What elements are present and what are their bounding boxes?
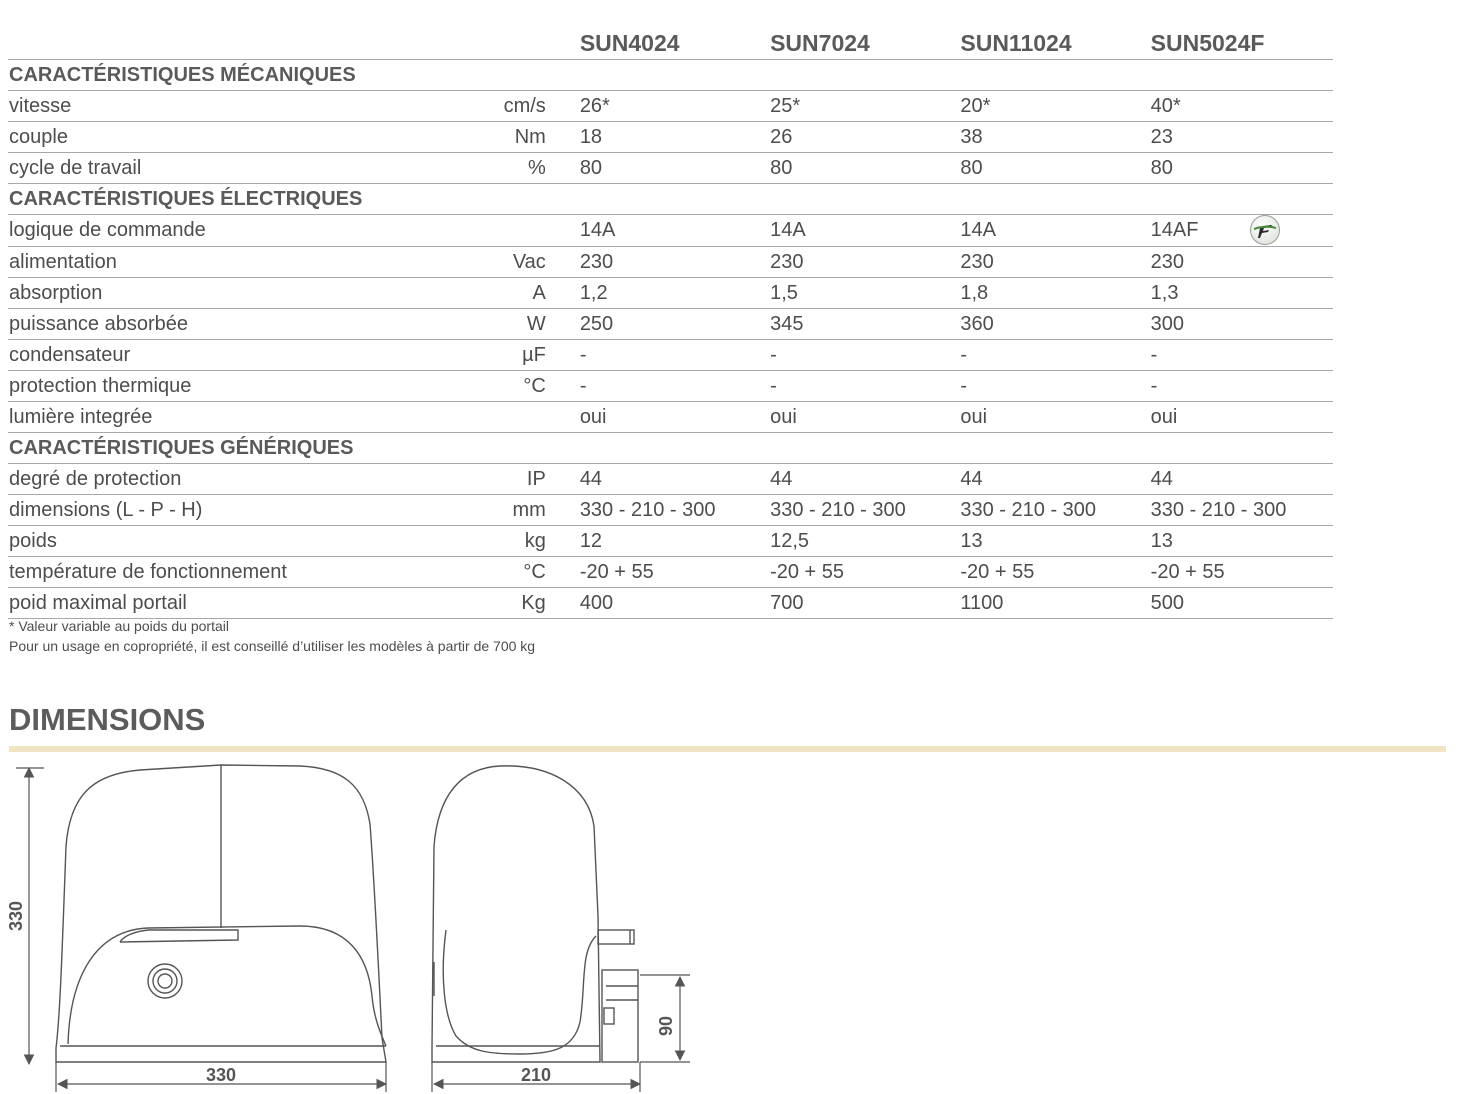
- cell-text: -: [770, 374, 777, 397]
- cell-text: 14A: [579, 219, 616, 242]
- cell-value: [762, 401, 952, 432]
- cell-text: 12,5: [770, 529, 810, 552]
- cell-value: [952, 525, 1142, 556]
- cell-value: [1143, 370, 1333, 401]
- cell-value: [572, 401, 762, 432]
- cell-value: [952, 277, 1142, 308]
- row-label: vitesse: [8, 91, 487, 122]
- cell-text: 80: [1150, 157, 1173, 179]
- cell-text: 13: [1150, 529, 1173, 552]
- cell-value: [572, 525, 762, 556]
- cell-value: [952, 556, 1142, 587]
- cell-value: [952, 246, 1142, 277]
- cell-value: [1143, 246, 1333, 277]
- row-unit: kg: [487, 525, 572, 556]
- row-unit: [487, 401, 572, 432]
- cell-text: 44: [1150, 467, 1173, 490]
- cell-text: 44: [960, 467, 983, 490]
- cell-text: 230: [579, 250, 614, 273]
- header-unit-blank: [487, 26, 572, 60]
- base-dimension-label: 90: [656, 1015, 676, 1037]
- cell-text: -20 + 55: [579, 560, 654, 583]
- cell-text: 500: [1150, 591, 1185, 614]
- cell-text: 80: [579, 157, 603, 179]
- row-label: poid maximal portail: [8, 587, 487, 618]
- cell-text: -: [960, 343, 968, 366]
- table-row: [8, 339, 1333, 370]
- row-unit: Nm: [487, 122, 572, 153]
- model-name: SUN11024: [952, 26, 1142, 60]
- side-view: [432, 766, 638, 1062]
- cell-text: 1,2: [579, 281, 608, 304]
- section-heading: CARACTÉRISTIQUES GÉNÉRIQUES: [8, 432, 1333, 463]
- table-row: [8, 587, 1333, 618]
- cell-text: 23: [1150, 126, 1173, 148]
- cell-value: [1143, 587, 1333, 618]
- cell-text: 44: [770, 467, 793, 490]
- cell-value: [762, 91, 952, 122]
- cell-value: [572, 215, 762, 247]
- cell-value: [572, 308, 762, 339]
- cell-text: -: [1150, 374, 1158, 397]
- cell-text: 18: [579, 126, 603, 148]
- row-label: logique de commande: [8, 215, 487, 247]
- table-row: [8, 122, 1333, 153]
- row-unit: IP: [487, 463, 572, 494]
- cell-value: [952, 339, 1142, 370]
- cell-value: [762, 122, 952, 153]
- depth-dimension-label: 210: [520, 1065, 552, 1085]
- table-row: [8, 91, 1333, 122]
- cell-value: [762, 463, 952, 494]
- section-heading: CARACTÉRISTIQUES ÉLECTRIQUES: [8, 184, 1333, 215]
- cell-value: [1143, 215, 1333, 247]
- cell-text: 44: [579, 467, 603, 490]
- cell-text: 230: [770, 250, 804, 273]
- cell-value: [762, 494, 952, 525]
- dimensions-rule: [9, 746, 1446, 752]
- cell-text: 250: [579, 312, 614, 335]
- cell-text: -: [770, 343, 777, 366]
- cell-value: [572, 556, 762, 587]
- cell-value: [572, 153, 762, 184]
- footnote-speed: * Valeur variable au poids du portail: [9, 618, 229, 634]
- table-row: [8, 153, 1333, 184]
- cell-text: 40*: [1150, 95, 1181, 117]
- table-row: [8, 401, 1333, 432]
- cell-value: [762, 308, 952, 339]
- cell-text: 26*: [579, 95, 610, 117]
- front-view: [56, 765, 386, 1062]
- cell-text: 330 - 210 - 300: [770, 498, 906, 521]
- cell-text: -: [960, 374, 968, 397]
- row-label: couple: [8, 122, 487, 153]
- cell-value: [1143, 122, 1333, 153]
- header-blank: [8, 26, 487, 60]
- table-row: [8, 308, 1333, 339]
- row-label: lumière integrée: [8, 401, 487, 432]
- row-unit: Vac: [487, 246, 572, 277]
- cell-text: -: [579, 343, 587, 366]
- cell-value: [1143, 308, 1333, 339]
- cell-value: [762, 587, 952, 618]
- dimension-lines: [16, 768, 690, 1092]
- cell-text: 1,3: [1150, 281, 1179, 304]
- table-row: [8, 494, 1333, 525]
- cell-text: oui: [960, 405, 988, 428]
- cell-value: [952, 587, 1142, 618]
- cell-value: [762, 153, 952, 184]
- cell-text: -20 + 55: [770, 560, 845, 583]
- cell-value: [762, 277, 952, 308]
- cell-value: [572, 494, 762, 525]
- cell-value: [952, 370, 1142, 401]
- row-label: dimensions (L - P - H): [8, 494, 487, 525]
- table-row: [8, 463, 1333, 494]
- cell-value: [572, 122, 762, 153]
- cell-text: 1,8: [960, 281, 989, 304]
- cell-text: 330 - 210 - 300: [579, 498, 716, 521]
- row-label: puissance absorbée: [8, 308, 487, 339]
- cell-value: [572, 587, 762, 618]
- row-unit: Kg: [487, 587, 572, 618]
- cell-value: [1143, 401, 1333, 432]
- section-heading-row: [8, 184, 1333, 215]
- cell-text: 80: [960, 157, 983, 179]
- cell-text: 13: [960, 529, 983, 552]
- cell-text: 700: [770, 591, 804, 614]
- row-label: degré de protection: [8, 463, 487, 494]
- cell-value: [572, 277, 762, 308]
- row-label: condensateur: [8, 339, 487, 370]
- cell-value: [762, 370, 952, 401]
- cell-value: [762, 525, 952, 556]
- row-label: protection thermique: [8, 370, 487, 401]
- cell-value: [572, 246, 762, 277]
- height-dimension-label: 330: [6, 900, 26, 932]
- spec-table: [8, 26, 1333, 619]
- footnote-usage: Pour un usage en copropriété, il est conseillé d’utiliser les modèles à partir de 700 kg: [9, 638, 536, 654]
- cell-text: -20 + 55: [1150, 560, 1225, 583]
- section-heading-row: [8, 432, 1333, 463]
- cell-text: oui: [770, 405, 797, 428]
- model-name: SUN4024: [572, 26, 762, 60]
- cell-text: oui: [1150, 405, 1178, 428]
- cell-value: [572, 370, 762, 401]
- cell-value: [762, 215, 952, 247]
- cell-value: [952, 91, 1142, 122]
- cell-text: oui: [579, 405, 607, 428]
- cell-text: 1100: [960, 591, 1004, 614]
- spec-table-body: [8, 26, 1333, 618]
- cell-text: 400: [579, 591, 614, 614]
- cell-value: [1143, 494, 1333, 525]
- model-name: SUN7024: [762, 26, 952, 60]
- table-row: [8, 215, 1333, 247]
- cell-text: -: [579, 374, 587, 397]
- row-unit: W: [487, 308, 572, 339]
- cell-text: 1,5: [770, 281, 798, 304]
- row-label: cycle de travail: [8, 153, 487, 184]
- row-unit: °C: [487, 556, 572, 587]
- cell-text: 80: [770, 157, 793, 179]
- row-unit: cm/s: [487, 91, 572, 122]
- cell-text: 330 - 210 - 300: [960, 498, 1097, 521]
- section-heading: CARACTÉRISTIQUES MÉCANIQUES: [8, 60, 1333, 91]
- width-dimension-label: 330: [205, 1065, 237, 1085]
- table-row: [8, 556, 1333, 587]
- cell-value: [952, 463, 1142, 494]
- row-label: température de fonctionnement: [8, 556, 487, 587]
- row-label: poids: [8, 525, 487, 556]
- row-label: absorption: [8, 277, 487, 308]
- cell-value: [952, 401, 1142, 432]
- cell-text: 230: [960, 250, 994, 273]
- cell-value: [572, 339, 762, 370]
- cell-text: 14A: [960, 219, 996, 242]
- cell-text: 230: [1150, 250, 1185, 273]
- cell-value: [762, 556, 952, 587]
- model-header-row: [8, 26, 1333, 60]
- cell-text: -: [1150, 343, 1158, 366]
- cell-text: 345: [770, 312, 804, 335]
- table-row: [8, 370, 1333, 401]
- dimension-drawing: [0, 756, 720, 1094]
- cell-value: [952, 153, 1142, 184]
- cell-value: [1143, 277, 1333, 308]
- cell-value: [1143, 463, 1333, 494]
- cell-text: 25*: [770, 95, 801, 117]
- cell-text: 12: [579, 529, 603, 552]
- cell-value: [952, 494, 1142, 525]
- row-unit: mm: [487, 494, 572, 525]
- cell-text: 330 - 210 - 300: [1150, 498, 1287, 521]
- cell-text: 26: [770, 126, 793, 148]
- cell-value: [952, 122, 1142, 153]
- row-unit: °C: [487, 370, 572, 401]
- cell-text: 360: [960, 312, 994, 335]
- cell-value: [572, 463, 762, 494]
- cell-text: -20 + 55: [960, 560, 1035, 583]
- row-unit: µF: [487, 339, 572, 370]
- dimensions-title: DIMENSIONS: [9, 702, 206, 737]
- cell-value: [1143, 339, 1333, 370]
- cell-text: 20*: [960, 95, 991, 117]
- cell-value: [1143, 556, 1333, 587]
- row-label: alimentation: [8, 246, 487, 277]
- cell-text: 38: [960, 126, 983, 148]
- table-row: [8, 525, 1333, 556]
- cell-value: [952, 308, 1142, 339]
- cell-value: [762, 339, 952, 370]
- table-row: [8, 277, 1333, 308]
- cell-text: 14AF: [1150, 219, 1199, 241]
- cell-value: [762, 246, 952, 277]
- cell-value: [1143, 91, 1333, 122]
- section-heading-row: [8, 60, 1333, 91]
- cell-value: [952, 215, 1142, 247]
- row-unit: %: [487, 153, 572, 184]
- row-unit: [487, 215, 572, 247]
- radio-F-icon: [1250, 215, 1280, 245]
- cell-value: [572, 91, 762, 122]
- cell-value: [1143, 525, 1333, 556]
- cell-text: 14A: [770, 219, 806, 242]
- row-unit: A: [487, 277, 572, 308]
- cell-text: 300: [1150, 312, 1185, 335]
- footnotes: [9, 616, 535, 656]
- cell-value: [1143, 153, 1333, 184]
- table-row: [8, 246, 1333, 277]
- model-name: SUN5024F: [1143, 26, 1333, 60]
